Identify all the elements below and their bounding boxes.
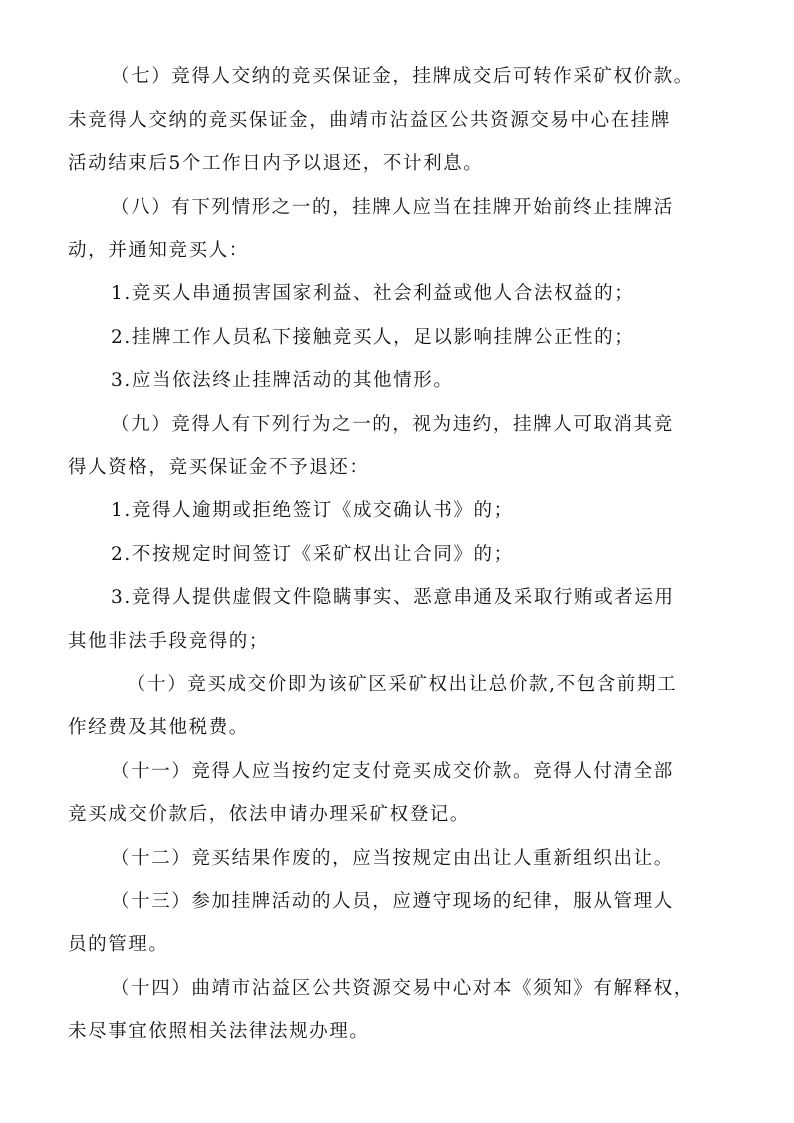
text-line-12: 2.不按规定时间签订《采矿权出让合同》的； [111,544,514,565]
text-line-10: 得人资格，竞买保证金不予退还： [68,457,370,478]
text-line-1: （七）竞得人交纳的竞买保证金，挂牌成交后可转作采矿权价款。 [111,66,694,87]
text-line-2: 未竞得人交纳的竞买保证金，曲靖市沾益区公共资源交易中心在挂牌 [68,110,672,131]
text-line-11: 1.竞得人逾期或拒绝签订《成交确认书》的； [111,500,514,521]
text-line-5: 动，并通知竞买人： [68,240,249,261]
text-line-15: （十）竞买成交价即为该矿区采矿权出让总价款,不包含前期工 [127,674,678,695]
text-line-19: （十二）竞买结果作废的，应当按规定由出让人重新组织出让。 [111,848,674,869]
text-line-8: 3.应当依法终止挂牌活动的其他情形。 [111,370,454,391]
text-line-20: （十三）参加挂牌活动的人员，应遵守现场的纪律，服从管理人 [111,891,674,912]
text-line-7: 2.挂牌工作人员私下接触竞买人，足以影响挂牌公正性的； [111,327,635,348]
text-line-4: （八）有下列情形之一的，挂牌人应当在挂牌开始前终止挂牌活 [111,197,674,218]
text-line-18: 竞买成交价款后，依法申请办理采矿权登记。 [68,804,471,825]
text-line-9: （九）竞得人有下列行为之一的，视为违约，挂牌人可取消其竞 [111,414,674,435]
text-line-13: 3.竞得人提供虚假文件隐瞒事实、恶意串通及采取行贿或者运用 [111,587,675,608]
text-line-14: 其他非法手段竞得的； [68,631,270,652]
text-line-21: 员的管理。 [68,934,169,955]
text-line-17: （十一）竞得人应当按约定支付竞买成交价款。竞得人付清全部 [111,761,674,782]
text-line-23: 未尽事宜依照相关法律法规办理。 [68,1021,370,1042]
text-line-6: 1.竞买人串通损害国家利益、社会利益或他人合法权益的； [111,283,635,304]
text-line-16: 作经费及其他税费。 [68,717,249,738]
text-line-3: 活动结束后5个工作日内予以退还，不计利息。 [68,153,484,174]
text-line-22: （十四）曲靖市沾益区公共资源交易中心对本《须知》有解释权， [111,978,694,999]
